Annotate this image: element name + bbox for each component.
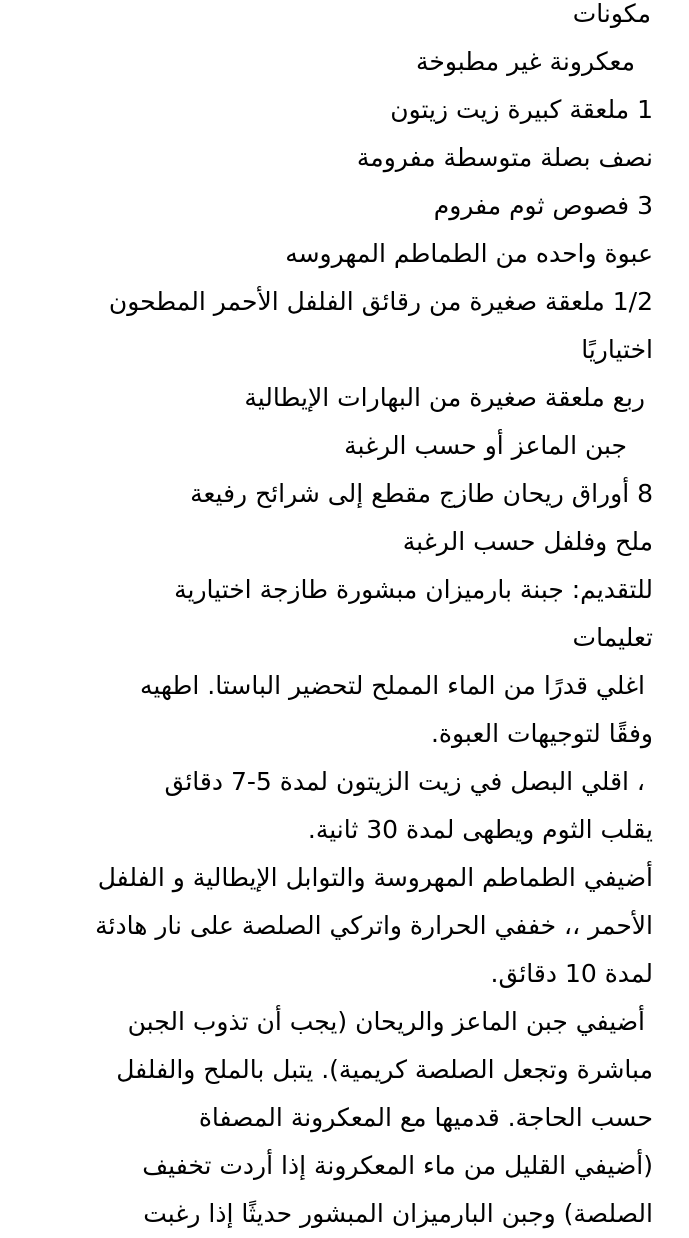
ingredient-line: 1 ملعقة كبيرة زيت زيتون — [390, 95, 653, 124]
ingredient-line: ملح وفلفل حسب الرغبة — [402, 527, 653, 556]
ingredient-line: للتقديم: جبنة بارميزان مبشورة طازجة اختيارية — [174, 575, 653, 604]
instruction-line: حسب الحاجة. قدميها مع المعكرونة المصفاة — [198, 1103, 653, 1132]
instruction-line: أضيفي جبن الماعز والريحان (يجب أن تذوب الجبن — [127, 1007, 645, 1036]
instruction-line: ، اقلي البصل في زيت الزيتون لمدة 5-7 دقائق — [164, 767, 645, 796]
instruction-line: (أضيفي القليل من ماء المعكرونة إذا أردت تخفيف — [142, 1151, 653, 1180]
instruction-line: اغلي قدرًا من الماء المملح لتحضير الباستا. اطهيه — [140, 671, 645, 700]
instruction-line: الصلصة) وجبن البارميزان المبشور حديثًا إذا رغبت — [143, 1199, 653, 1228]
ingredient-line: نصف بصلة متوسطة مفرومة — [356, 143, 653, 172]
instruction-line: الأحمر ،، خففي الحرارة واتركي الصلصة على نار هادئة — [95, 911, 653, 940]
instruction-line: يقلب الثوم ويطهى لمدة 30 ثانية. — [307, 815, 653, 844]
ingredients-heading: مكونات — [572, 0, 651, 28]
ingredient-line: معكرونة غير مطبوخة — [415, 47, 635, 76]
instruction-line: مباشرة وتجعل الصلصة كريمية). يتبل بالملح والفلفل — [116, 1055, 653, 1084]
ingredient-line: 3 فصوص ثوم مفروم — [433, 191, 653, 220]
ingredient-line: ربع ملعقة صغيرة من البهارات الإيطالية — [244, 383, 645, 412]
ingredient-line: اختياريًا — [581, 335, 653, 364]
instruction-line: أضيفي الطماطم المهروسة والتوابل الإيطالية و الفلفل — [97, 863, 653, 892]
ingredient-line: جبن الماعز أو حسب الرغبة — [344, 431, 627, 460]
instructions-heading: تعليمات — [572, 623, 653, 652]
ingredient-line: عبوة واحده من الطماطم المهروسه — [285, 239, 653, 268]
ingredient-line: 1/2 ملعقة صغيرة من رقائق الفلفل الأحمر المطحون — [108, 287, 653, 316]
instruction-line: لمدة 10 دقائق. — [490, 959, 653, 988]
instruction-line: وفقًا لتوجيهات العبوة. — [430, 719, 653, 748]
ingredient-line: 8 أوراق ريحان طازج مقطع إلى شرائح رفيعة — [190, 479, 653, 508]
